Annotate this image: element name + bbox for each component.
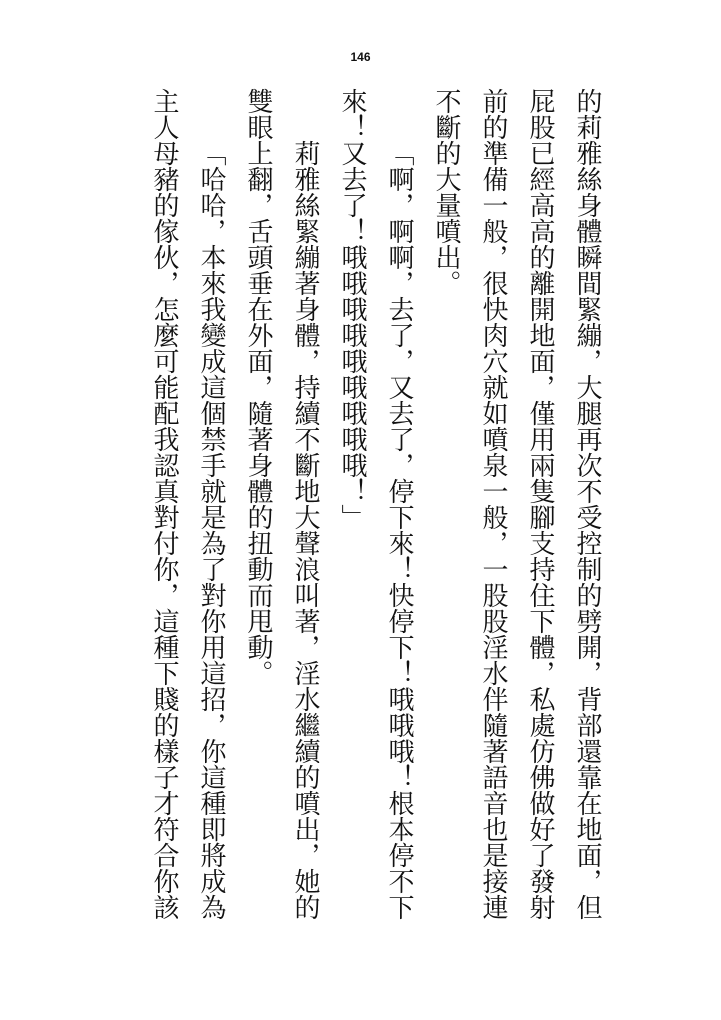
- body-paragraph-2: 「啊，啊啊，去了，又去了，停下來！快停下！哦哦哦！根本停不下來！又去了！哦哦哦哦哦哦哦哦哦！」: [338, 88, 414, 920]
- body-paragraph-3: 莉雅絲緊繃著身體，持續不斷地大聲浪叫著，淫水繼續的噴出，她的雙眼上翻，舌頭垂在外面，隨著身體的扭動而甩動。: [244, 88, 320, 920]
- body-paragraph-1: 的莉雅絲身體瞬間緊繃，大腿再次不受控制的劈開，背部還靠在地面，但屁股已經高高的離開地面，僅用兩隻腳支持住下體，私處仿佛做好了發射前的準備一般，很快肉穴就如噴泉一般，一股股淫水伴隨著語音也是接連不斷的大量噴出。: [432, 88, 602, 920]
- body-paragraph-4: 「哈哈，本來我變成這個禁手就是為了對你用這招，你這種即將成為主人母豬的傢伙，怎麼可能配我認真對付你，這種下賤的樣子才符合你該: [150, 88, 226, 920]
- vertical-text-block: [141, 88, 611, 924]
- page-number: 146: [350, 50, 371, 64]
